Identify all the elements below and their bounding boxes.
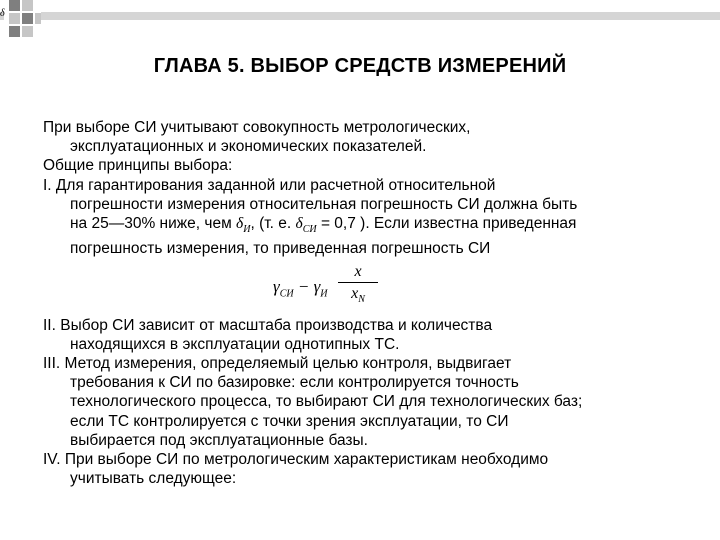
item1-line: погрешности измерения относительная погрешность СИ должна быть	[70, 195, 578, 213]
item1-line: I. Для гарантирования заданной или расчетной относительной	[43, 176, 496, 194]
decor-square	[22, 13, 33, 24]
intro-line: эксплуатационных и экономических показателей.	[70, 138, 427, 156]
formula-operator: −	[297, 276, 310, 296]
delta-glyph: δ	[236, 215, 244, 233]
item1-text: , (т. е.	[250, 215, 296, 233]
formula-den-var: x	[351, 284, 359, 302]
formula-sub: СИ	[279, 287, 294, 299]
item1-text: на 25—30% ниже, чем	[70, 215, 237, 233]
formula-numerator: x	[338, 262, 378, 283]
slide-body	[43, 118, 683, 488]
delta-symbol	[295, 215, 317, 236]
page-title: ГЛАВА 5. ВЫБОР СРЕДСТВ ИЗМЕРЕНИЙ	[153, 55, 567, 77]
item4-line: учитывать следующее:	[70, 470, 237, 488]
delta-sub: И	[243, 224, 251, 236]
item2-line: II. Выбор СИ зависит от масштаба производства и количества	[43, 316, 493, 334]
item3-line: технологического процесса, то выбирают СИ для технологических баз;	[70, 393, 583, 411]
decor-square	[9, 0, 20, 11]
delta-sub: СИ	[302, 224, 317, 236]
intro-line: При выборе СИ учитывают совокупность метрологических,	[43, 119, 471, 136]
decor-band	[41, 12, 720, 20]
item1-line	[43, 214, 683, 239]
formula-den-sub: N	[358, 293, 365, 305]
formula-fraction	[338, 262, 378, 310]
decor-square	[35, 13, 41, 24]
item3-line: если ТС контролируется с точки зрения эксплуатации, то СИ	[70, 412, 509, 430]
item1-line: погрешность измерения, то приведенная погрешность СИ	[70, 240, 491, 258]
formula-gamma: γ	[313, 276, 321, 296]
item3-line: требования к СИ по базировке: если контролируется точность	[70, 374, 519, 392]
item3-line: выбирается под эксплуатационные базы.	[70, 431, 368, 449]
delta-symbol	[236, 215, 251, 236]
formula	[43, 262, 683, 312]
item2-line: находящихся в эксплуатации однотипных ТС.	[70, 335, 400, 353]
delta-glyph: δ	[295, 215, 303, 233]
decor-square	[9, 13, 20, 24]
item4-line: IV. При выборе СИ по метрологическим характеристикам необходимо	[43, 450, 549, 468]
corner-delta-symbol: δ	[0, 8, 5, 19]
formula-denominator	[338, 283, 378, 309]
formula-left	[273, 277, 328, 304]
decor-square	[9, 26, 20, 37]
formula-sub: И	[320, 287, 328, 299]
decor-square	[22, 0, 33, 11]
decor-square	[22, 26, 33, 37]
item3-line: III. Метод измерения, определяемый целью контроля, выдвигает	[43, 354, 512, 372]
principles-heading: Общие принципы выбора:	[43, 157, 233, 175]
formula-gamma: γ	[273, 276, 280, 296]
item1-text: = 0,7 ). Если известна приведенная	[316, 215, 577, 233]
